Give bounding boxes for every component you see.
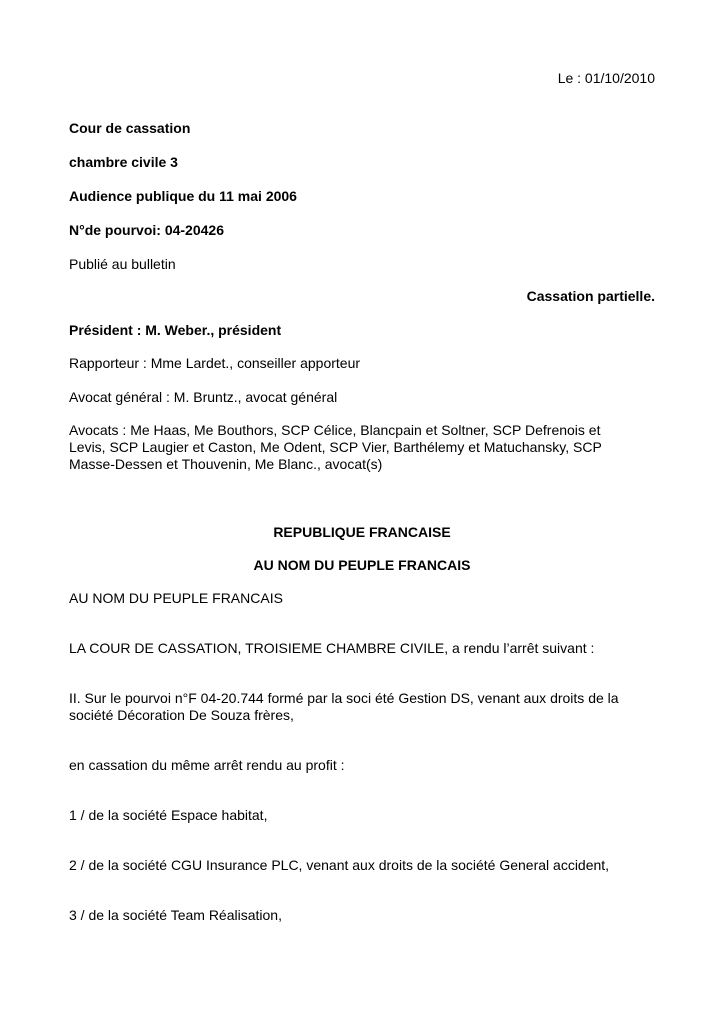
rapporteur-line: Rapporteur : Mme Lardet., conseiller apporteur: [69, 355, 361, 371]
party-line: 2 / de la société CGU Insurance PLC, venant aux droits de la société General accident,: [69, 857, 610, 873]
hearing-date: Audience publique du 11 mai 2006: [69, 188, 297, 204]
appeal-number: N°de pourvoi: 04-20426: [69, 222, 224, 238]
cassation-intro-line: en cassation du même arrêt rendu au profit :: [69, 757, 345, 773]
party-line: 1 / de la société Espace habitat,: [69, 807, 268, 823]
chamber-name: chambre civile 3: [69, 154, 178, 170]
avocat-general-line: Avocat général : M. Bruntz., avocat général: [69, 389, 338, 405]
avocats-line: Avocats : Me Haas, Me Bouthors, SCP Célice, Blancpain et Soltner, SCP Defrenois et: [69, 422, 601, 438]
decision-outcome: Cassation partielle.: [526, 288, 655, 304]
court-name: Cour de cassation: [69, 120, 191, 136]
publication-status: Publié au bulletin: [69, 256, 176, 272]
republic-heading: REPUBLIQUE FRANCAISE: [273, 524, 451, 540]
people-repeat-line: AU NOM DU PEUPLE FRANCAIS: [69, 590, 283, 606]
president-line: Président : M. Weber., président: [69, 322, 282, 338]
party-line: 3 / de la société Team Réalisation,: [69, 907, 282, 923]
pourvoi-line: société Décoration De Souza frères,: [69, 707, 294, 723]
pourvoi-line: II. Sur le pourvoi n°F 04-20.744 formé par la soci été Gestion DS, venant aux droits de la: [69, 690, 619, 706]
document-date: Le : 01/10/2010: [557, 70, 655, 86]
avocats-line: Masse-Dessen et Thouvenin, Me Blanc., avocat(s): [69, 456, 383, 472]
court-intro-line: LA COUR DE CASSATION, TROISIEME CHAMBRE CIVILE, a rendu l’arrêt suivant :: [69, 640, 595, 656]
people-heading: AU NOM DU PEUPLE FRANCAIS: [253, 557, 471, 573]
avocats-line: Levis, SCP Laugier et Caston, Me Odent, SCP Vier, Barthélemy et Matuchansky, SCP: [69, 439, 602, 455]
